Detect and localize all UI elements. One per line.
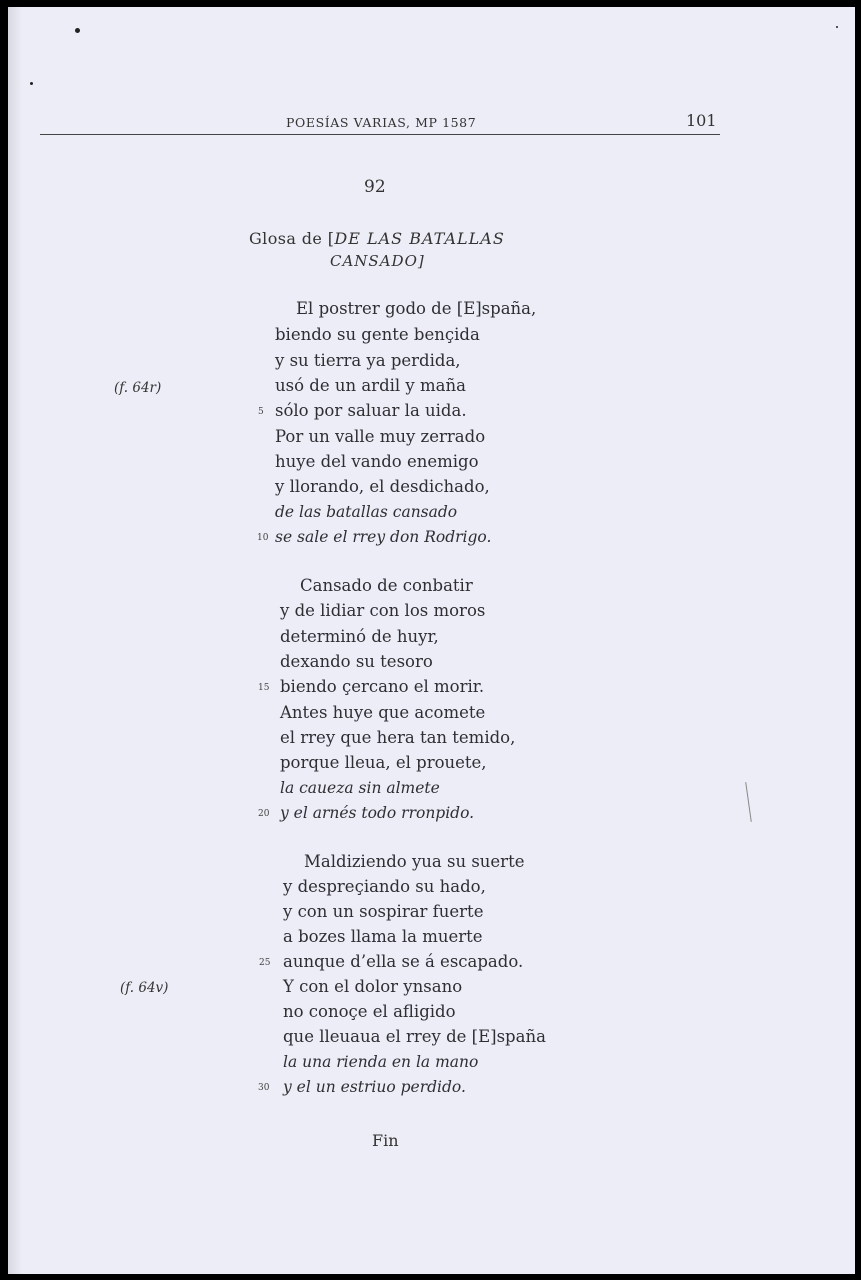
verse-line: y con un sospirar fuerte [283, 902, 484, 921]
verse-line: y despreçiando su hado, [283, 877, 486, 896]
verse-line-refrain: y el arnés todo rronpido. [280, 804, 475, 822]
line-number: 20 [258, 809, 270, 819]
verse-line-refrain: y el un estriuo perdido. [283, 1078, 466, 1096]
header-rule [40, 134, 720, 135]
line-number: 30 [258, 1083, 270, 1093]
verse-line: biendo su gente bençida [275, 325, 480, 344]
ink-speck [75, 28, 80, 33]
verse-line-refrain: la caueza sin almete [280, 779, 440, 797]
verse-line: biendo çercano el morir. [280, 677, 485, 696]
verse-line: dexando su tesoro [280, 652, 433, 671]
page-number: 101 [686, 111, 717, 130]
ink-speck [836, 26, 838, 28]
verse-line-refrain: se sale el rrey don Rodrigo. [275, 528, 492, 546]
folio-note: (f. 64v) [120, 980, 169, 996]
ink-speck [30, 82, 33, 85]
poem-ending: Fin [372, 1131, 399, 1150]
verse-line: el rrey que hera tan temido, [280, 728, 516, 747]
verse-line: usó de un ardil y maña [275, 376, 466, 395]
verse-line: Por un valle muy zerrado [275, 427, 486, 446]
verse-line: porque lleua, el prouete, [280, 753, 487, 772]
verse-line: determinó de huyr, [280, 627, 439, 646]
verse-line: huye del vando enemigo [275, 452, 479, 471]
verse-line: Antes huye que acomete [280, 703, 486, 722]
poem-title-italic: DE LAS BATALLAS [334, 229, 505, 248]
verse-line: sólo por saluar la uida. [275, 401, 467, 420]
verse-line: Maldiziendo yua su suerte [304, 852, 525, 871]
stray-pencil-mark [745, 782, 752, 822]
verse-line: y de lidiar con los moros [280, 601, 486, 620]
verse-line: Cansado de conbatir [300, 576, 473, 595]
folio-note: (f. 64r) [114, 380, 162, 396]
verse-line: a bozes llama la muerte [283, 927, 483, 946]
verse-line: que lleuaua el rrey de [E]spaña [283, 1027, 546, 1046]
poem-title-plain: Glosa de [ [249, 229, 335, 248]
line-number: 15 [258, 683, 270, 693]
verse-line: no conoçe el afligido [283, 1002, 456, 1021]
running-title: POESÍAS VARIAS, MP 1587 [286, 115, 477, 130]
verse-line-refrain: de las batallas cansado [275, 503, 458, 521]
verse-line: El postrer godo de [E]spaña, [296, 299, 537, 318]
poem-title-line-1 [249, 229, 505, 248]
verse-line: y su tierra ya perdida, [275, 351, 461, 370]
verse-line: y llorando, el desdichado, [275, 477, 490, 496]
poem-number: 92 [364, 177, 386, 197]
line-number: 10 [257, 533, 269, 543]
verse-line: aunque d’ella se á escapado. [283, 952, 524, 971]
line-number: 5 [258, 407, 264, 417]
verse-line: Y con el dolor ynsano [283, 977, 463, 996]
line-number: 25 [259, 958, 271, 968]
poem-title-line-2: CANSADO] [330, 252, 425, 270]
book-page [8, 7, 855, 1274]
verse-line-refrain: la una rienda en la mano [283, 1053, 479, 1071]
page-gutter-shadow [8, 7, 22, 1274]
